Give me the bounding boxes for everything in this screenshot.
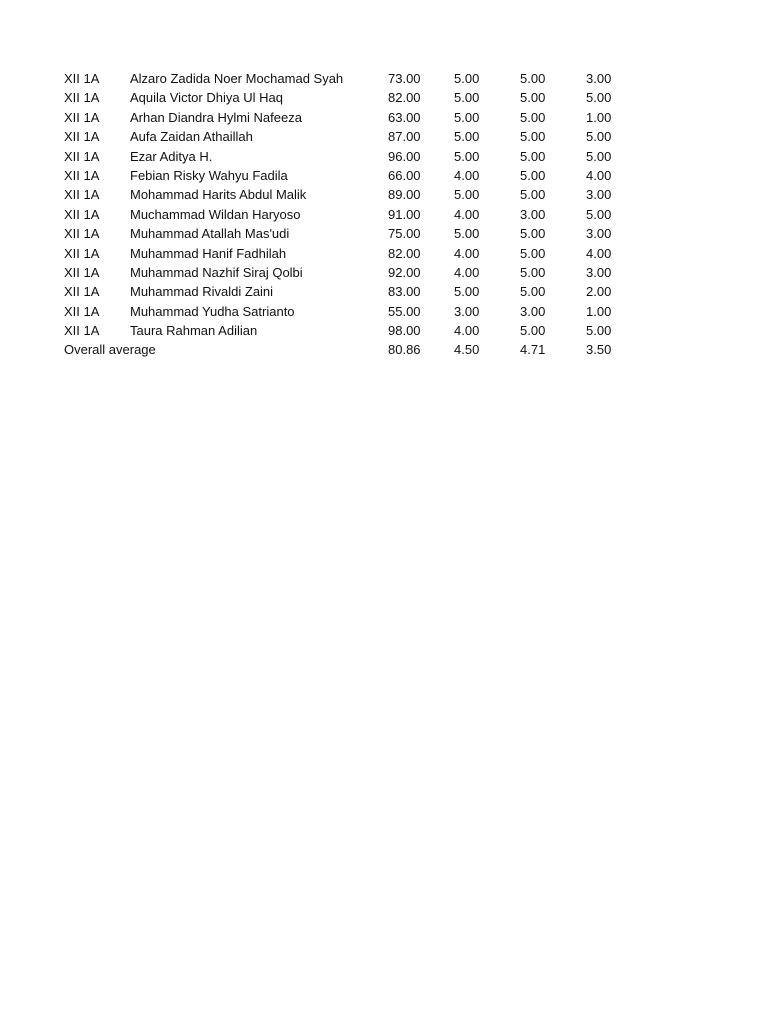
- grade-cell-3: 4.00: [586, 245, 612, 261]
- grade-cell-1: 5.00: [454, 284, 480, 300]
- grade-cell-3: 3.00: [586, 187, 612, 203]
- score-cell: 82.00: [388, 90, 421, 106]
- score-cell: 89.00: [388, 187, 421, 203]
- grade-cell-3: 5.00: [586, 206, 612, 222]
- grade-cell-1: 4.00: [454, 245, 480, 261]
- grade-cell-1: 5.00: [454, 129, 480, 145]
- class-cell: XII 1A: [64, 148, 100, 164]
- student-name-cell: Muchammad Wildan Haryoso: [130, 206, 301, 222]
- grade-cell-3: 2.00: [586, 284, 612, 300]
- class-cell: XII 1A: [64, 284, 100, 300]
- class-cell: XII 1A: [64, 109, 100, 125]
- student-name-cell: Muhammad Rivaldi Zaini: [130, 284, 274, 300]
- grade-cell-1: 5.00: [454, 226, 480, 242]
- score-cell: 73.00: [388, 71, 421, 86]
- score-cell: 92.00: [388, 264, 421, 280]
- grade-cell-3: 5.00: [586, 323, 612, 339]
- score-cell: 66.00: [388, 167, 421, 183]
- grade-cell-1: 5.00: [454, 187, 480, 203]
- student-name-cell: Muhammad Nazhif Siraj Qolbi: [130, 264, 303, 280]
- class-cell: XII 1A: [64, 167, 100, 183]
- student-name-cell: Taura Rahman Adilian: [130, 323, 258, 339]
- grade-cell-3: 4.00: [586, 167, 612, 183]
- grade-cell-2: 5.00: [520, 245, 546, 261]
- score-table: [64, 69, 664, 360]
- table-row: [64, 147, 664, 166]
- table-body: [64, 69, 664, 360]
- table-row: [64, 321, 664, 340]
- table-row: [64, 302, 664, 321]
- student-name-cell: Ezar Aditya H.: [130, 148, 213, 164]
- score-cell: 83.00: [388, 284, 421, 300]
- average-grade-cell-2: 4.71: [520, 342, 546, 358]
- grade-cell-3: 5.00: [586, 148, 612, 164]
- class-cell: XII 1A: [64, 226, 100, 242]
- grade-cell-1: 4.00: [454, 323, 480, 339]
- grade-cell-3: 3.00: [586, 264, 612, 280]
- grade-cell-3: 5.00: [586, 90, 612, 106]
- table-row: [64, 205, 664, 224]
- score-cell: 98.00: [388, 323, 421, 339]
- table-row: [64, 108, 664, 127]
- score-cell: 96.00: [388, 148, 421, 164]
- student-name-cell: Arhan Diandra Hylmi Nafeeza: [130, 109, 302, 125]
- grade-cell-1: 5.00: [454, 148, 480, 164]
- class-cell: XII 1A: [64, 90, 100, 106]
- score-cell: 75.00: [388, 226, 421, 242]
- class-cell: XII 1A: [64, 245, 100, 261]
- grade-cell-2: 5.00: [520, 323, 546, 339]
- grade-cell-3: 1.00: [586, 303, 612, 319]
- grade-cell-1: 4.00: [454, 206, 480, 222]
- student-name-cell: Aquila Victor Dhiya Ul Haq: [130, 90, 283, 106]
- student-name-cell: Muhammad Atallah Mas'udi: [130, 226, 290, 242]
- grade-cell-2: 5.00: [520, 90, 546, 106]
- student-name-cell: Muhammad Yudha Satrianto: [130, 303, 295, 319]
- table-row: [64, 244, 664, 263]
- grade-cell-1: 5.00: [454, 109, 480, 125]
- table-row: [64, 282, 664, 301]
- grade-cell-1: 5.00: [454, 71, 480, 86]
- average-grade-cell-3: 3.50: [586, 342, 612, 358]
- grade-cell-2: 5.00: [520, 284, 546, 300]
- class-cell: XII 1A: [64, 71, 100, 86]
- table-row: [64, 185, 664, 204]
- grade-cell-3: 1.00: [586, 109, 612, 125]
- class-cell: XII 1A: [64, 303, 100, 319]
- grade-cell-2: 5.00: [520, 187, 546, 203]
- average-row: [64, 340, 664, 359]
- score-cell: 91.00: [388, 206, 421, 222]
- score-cell: 55.00: [388, 303, 421, 319]
- student-name-cell: Aufa Zaidan Athaillah: [130, 129, 253, 145]
- average-score-cell: 80.86: [388, 342, 421, 358]
- table-row: [64, 69, 664, 88]
- table-row: [64, 263, 664, 282]
- student-name-cell: Mohammad Harits Abdul Malik: [130, 187, 307, 203]
- class-cell: XII 1A: [64, 187, 100, 203]
- grade-cell-2: 5.00: [520, 264, 546, 280]
- class-cell: XII 1A: [64, 264, 100, 280]
- score-cell: 87.00: [388, 129, 421, 145]
- grade-cell-3: 3.00: [586, 71, 612, 86]
- class-cell: XII 1A: [64, 129, 100, 145]
- grade-cell-2: 5.00: [520, 71, 546, 86]
- grade-cell-1: 4.00: [454, 167, 480, 183]
- grade-cell-2: 3.00: [520, 206, 546, 222]
- grade-cell-2: 5.00: [520, 109, 546, 125]
- grade-cell-1: 3.00: [454, 303, 480, 319]
- student-name-cell: Alzaro Zadida Noer Mochamad Syah: [130, 71, 344, 86]
- grade-cell-1: 5.00: [454, 90, 480, 106]
- score-cell: 82.00: [388, 245, 421, 261]
- grade-cell-2: 3.00: [520, 303, 546, 319]
- student-name-cell: Febian Risky Wahyu Fadila: [130, 167, 288, 183]
- class-cell: XII 1A: [64, 323, 100, 339]
- table-row: [64, 88, 664, 107]
- average-label: Overall average: [64, 342, 156, 358]
- table-row: [64, 166, 664, 185]
- table-row: [64, 224, 664, 243]
- class-cell: XII 1A: [64, 206, 100, 222]
- grade-cell-2: 5.00: [520, 167, 546, 183]
- grade-cell-2: 5.00: [520, 129, 546, 145]
- average-grade-cell-1: 4.50: [454, 342, 480, 358]
- grade-cell-2: 5.00: [520, 148, 546, 164]
- table-row: [64, 127, 664, 146]
- score-cell: 63.00: [388, 109, 421, 125]
- grade-cell-3: 5.00: [586, 129, 612, 145]
- grade-cell-1: 4.00: [454, 264, 480, 280]
- grade-cell-2: 5.00: [520, 226, 546, 242]
- grade-cell-3: 3.00: [586, 226, 612, 242]
- student-name-cell: Muhammad Hanif Fadhilah: [130, 245, 287, 261]
